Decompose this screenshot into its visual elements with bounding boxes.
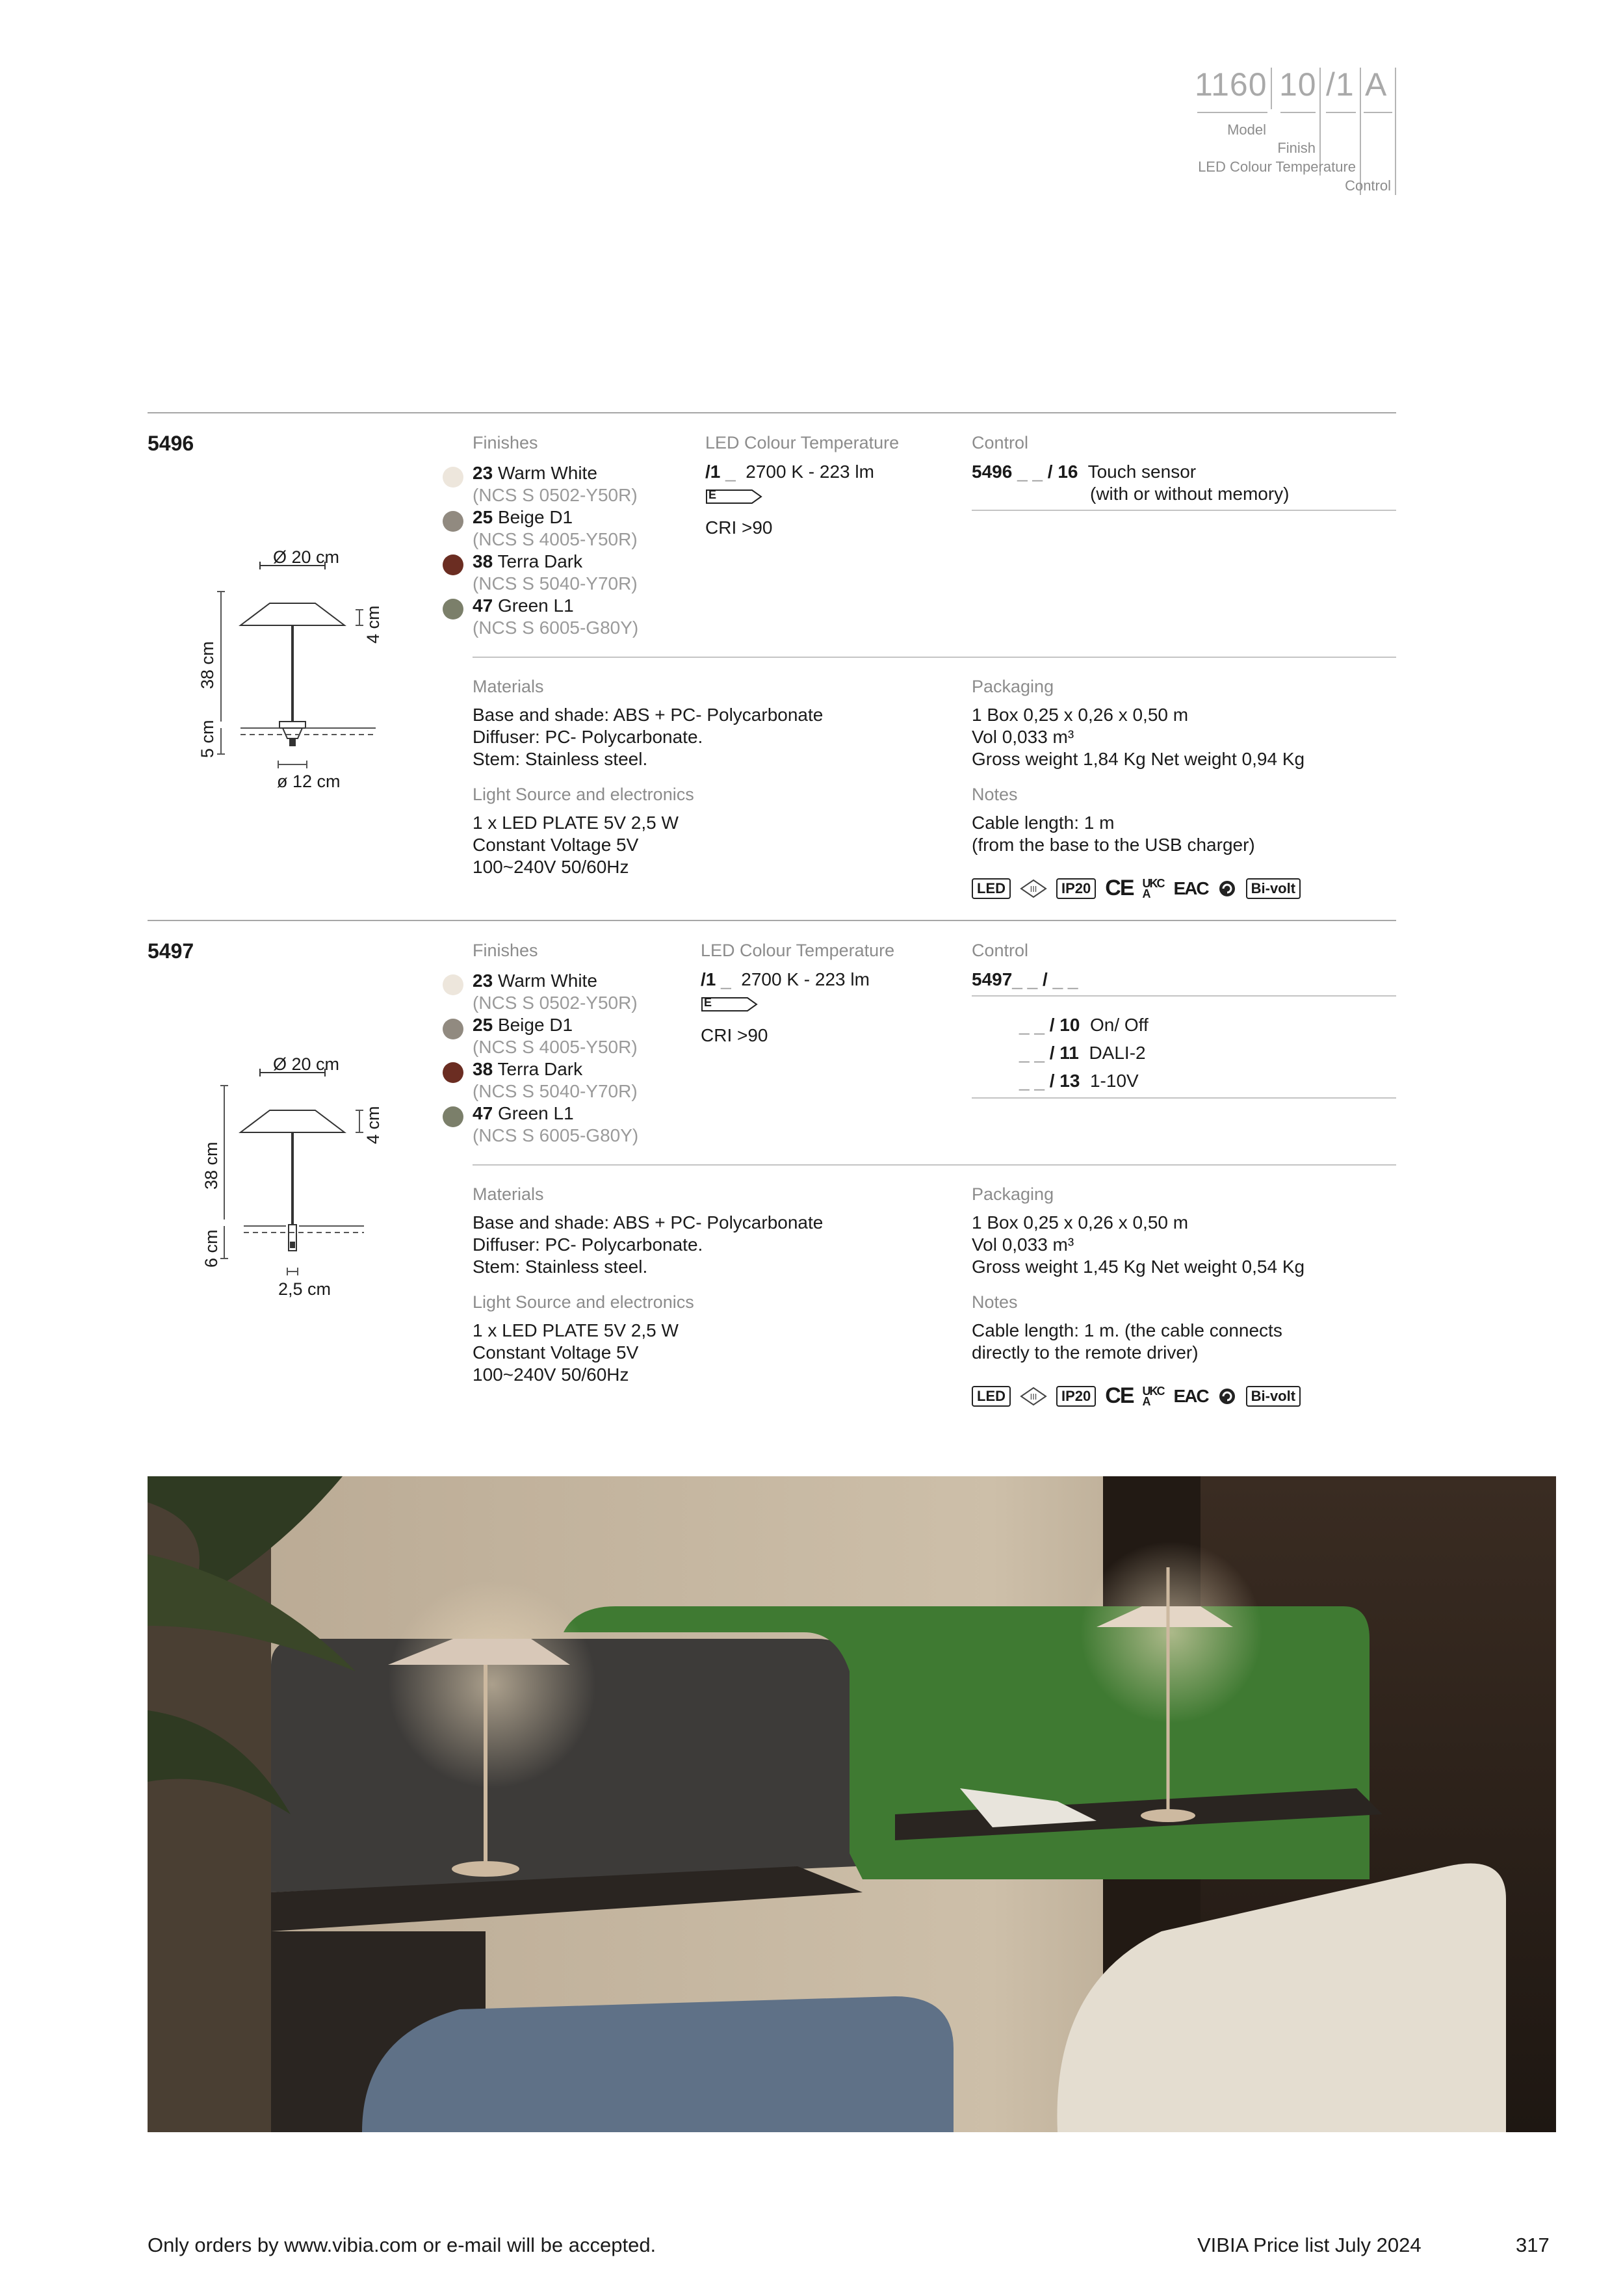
ce-mark: CE [1105, 1383, 1134, 1408]
notes-heading: Notes [972, 1292, 1018, 1312]
materials-line: Base and shade: ABS + PC- Polycarbonate [473, 705, 824, 725]
section-rule [473, 1164, 1396, 1166]
class-iii-icon [1020, 879, 1047, 898]
finish-item: 38 Terra Dark [473, 551, 583, 571]
light-line: 100~240V 50/60Hz [473, 1364, 629, 1385]
packaging-list [972, 1212, 1305, 1278]
light-line: 1 x LED PLATE 5V 2,5 W [473, 1320, 679, 1340]
footer-order-note: Only orders by www.vibia.com or e-mail will be accepted. [148, 2234, 656, 2256]
packaging-line: 1 Box 0,25 x 0,26 x 0,50 m [972, 1212, 1189, 1233]
notes-line: directly to the remote driver) [972, 1342, 1199, 1363]
legend-underline [1197, 112, 1267, 113]
led-mark: LED [972, 878, 1011, 899]
finish-item: 47 Green L1 [473, 595, 574, 616]
recycle-icon [1217, 879, 1237, 898]
led-spec: /1 _ 2700 K - 223 lm [705, 462, 874, 482]
led-heading: LED Colour Temperature [705, 433, 900, 452]
finish-item: 47 Green L1 [473, 1103, 574, 1123]
light-line: Constant Voltage 5V [473, 1342, 639, 1363]
finish-swatch [443, 467, 463, 488]
led-spec: /1 _ 2700 K - 223 lm [701, 969, 870, 989]
finish-item: 25 Beige D1 [473, 1015, 573, 1035]
finish-swatch [443, 1019, 463, 1039]
legend-code-control: A [1365, 66, 1388, 103]
eac-mark: EAC [1173, 878, 1208, 898]
section-rule [148, 412, 1396, 413]
legend-divider [1271, 68, 1272, 109]
dimension-shade: 4 cm [363, 1106, 383, 1144]
legend-label-model: Model [1227, 122, 1266, 138]
led-heading: LED Colour Temperature [701, 941, 895, 960]
legend-divider [1360, 68, 1361, 195]
packaging-list [972, 704, 1305, 770]
materials-line: Base and shade: ABS + PC- Polycarbonate [473, 1212, 824, 1233]
certification-icons [972, 1383, 1301, 1409]
control-option: 5496 _ _ / 16 Touch sensor [972, 462, 1197, 482]
materials-heading: Materials [473, 1184, 544, 1204]
light-list [473, 1320, 679, 1386]
dimension-height: 38 cm [198, 641, 217, 689]
legend-underline [1280, 112, 1316, 113]
finish-list [473, 462, 638, 639]
finish-item: 25 Beige D1 [473, 507, 573, 527]
notes-line: Cable length: 1 m [972, 813, 1115, 833]
model-number: 5496 [148, 432, 194, 455]
dimension-base: 6 cm [201, 1229, 221, 1268]
materials-heading: Materials [473, 677, 544, 696]
finish-swatch [443, 974, 463, 995]
bivolt-mark: Bi-volt [1246, 878, 1301, 899]
finish-ncs: (NCS S 6005-G80Y) [473, 618, 639, 638]
light-list [473, 812, 679, 878]
control-option: _ _ / 13 1-10V [1019, 1071, 1139, 1091]
legend-underline [1326, 112, 1356, 113]
legend-code-led: /1 [1326, 66, 1355, 103]
finish-swatch [443, 554, 463, 575]
finish-swatch [443, 1062, 463, 1083]
packaging-heading: Packaging [972, 1184, 1054, 1204]
model-number: 5497 [148, 939, 194, 963]
svg-text:III: III [1030, 1391, 1037, 1402]
dimension-shade: 4 cm [363, 605, 383, 644]
notes-list [972, 1320, 1282, 1364]
legend-code-finish: 10 [1279, 66, 1317, 103]
dimension-width: Ø 20 cm [273, 1054, 340, 1074]
eac-mark: EAC [1173, 1385, 1208, 1406]
finish-ncs: (NCS S 4005-Y50R) [473, 1037, 638, 1057]
light-heading: Light Source and electronics [473, 1292, 694, 1312]
ukca-mark: UKCA [1142, 1384, 1164, 1408]
materials-line: Stem: Stainless steel. [473, 1257, 648, 1277]
ukca-mark: UKCA [1142, 876, 1164, 900]
packaging-line: Vol 0,033 m³ [972, 1234, 1074, 1255]
finish-swatch [443, 1106, 463, 1127]
control-heading: Control [972, 433, 1029, 452]
packaging-line: Gross weight 1,45 Kg Net weight 0,54 Kg [972, 1257, 1305, 1277]
legend-underline [1364, 112, 1392, 113]
materials-list [473, 1212, 823, 1278]
notes-list [972, 812, 1255, 856]
control-option: _ _ / 10 On/ Off [1019, 1015, 1149, 1035]
notes-line: Cable length: 1 m. (the cable connects [972, 1320, 1282, 1340]
dimension-base-diameter: 2,5 cm [278, 1279, 331, 1299]
finish-ncs: (NCS S 0502-Y50R) [473, 993, 638, 1013]
light-line: 100~240V 50/60Hz [473, 857, 629, 877]
bivolt-mark: Bi-volt [1246, 1386, 1301, 1407]
ip20-mark: IP20 [1056, 1386, 1096, 1407]
finishes-heading: Finishes [473, 433, 538, 452]
legend-label-led: LED Colour Temperature [1198, 159, 1356, 175]
ip20-mark: IP20 [1056, 878, 1096, 899]
cri-value: CRI >90 [705, 517, 773, 538]
finish-swatch [443, 511, 463, 532]
energy-class-letter: E [708, 488, 717, 501]
dimension-base-diameter: ø 12 cm [277, 772, 341, 791]
finish-item: 23 Warm White [473, 463, 597, 483]
materials-list [473, 704, 823, 770]
lamp-drawing-5496 [195, 546, 390, 793]
legend-code-model: 1160 [1195, 66, 1267, 103]
finish-ncs: (NCS S 0502-Y50R) [473, 485, 638, 505]
page-number: 317 [1516, 2234, 1550, 2256]
energy-class-letter: E [704, 996, 712, 1009]
control-option: _ _ / 11 DALI-2 [1019, 1043, 1146, 1063]
dimension-height: 38 cm [201, 1141, 221, 1190]
lamp-drawing-5497 [195, 1053, 390, 1300]
finish-ncs: (NCS S 5040-Y70R) [473, 1081, 638, 1101]
notes-line: (from the base to the USB charger) [972, 835, 1255, 855]
finish-ncs: (NCS S 6005-G80Y) [473, 1125, 639, 1145]
materials-line: Diffuser: PC- Polycarbonate. [473, 1234, 703, 1255]
materials-line: Stem: Stainless steel. [473, 749, 648, 769]
finishes-heading: Finishes [473, 941, 538, 960]
cri-value: CRI >90 [701, 1025, 768, 1045]
footer-brand: VIBIA Price list July 2024 [1197, 2234, 1422, 2256]
finish-ncs: (NCS S 4005-Y50R) [473, 529, 638, 549]
legend-label-control: Control [1345, 177, 1391, 194]
control-option-note: (with or without memory) [1090, 484, 1290, 504]
control-code-template: 5497_ _ / _ _ [972, 969, 1078, 989]
finish-ncs: (NCS S 5040-Y70R) [473, 573, 638, 594]
code-legend [1183, 65, 1397, 202]
control-heading: Control [972, 941, 1029, 960]
notes-heading: Notes [972, 785, 1018, 804]
recycle-icon [1217, 1387, 1237, 1406]
ce-mark: CE [1105, 876, 1134, 900]
svg-text:III: III [1030, 883, 1037, 894]
finish-list [473, 970, 638, 1147]
control-rule [972, 995, 1396, 997]
light-heading: Light Source and electronics [473, 785, 694, 804]
legend-divider [1395, 68, 1396, 195]
legend-label-finish: Finish [1277, 140, 1316, 156]
materials-line: Diffuser: PC- Polycarbonate. [473, 727, 703, 747]
packaging-line: Gross weight 1,84 Kg Net weight 0,94 Kg [972, 749, 1305, 769]
control-rule [972, 510, 1396, 511]
finish-swatch [443, 599, 463, 620]
class-iii-icon [1020, 1387, 1047, 1406]
led-mark: LED [972, 1386, 1011, 1407]
finish-item: 38 Terra Dark [473, 1059, 583, 1079]
light-line: 1 x LED PLATE 5V 2,5 W [473, 813, 679, 833]
packaging-heading: Packaging [972, 677, 1054, 696]
certification-icons [972, 876, 1301, 901]
control-rule [972, 1097, 1396, 1099]
light-line: Constant Voltage 5V [473, 835, 639, 855]
section-rule [148, 920, 1396, 921]
dimension-base: 5 cm [198, 720, 217, 758]
packaging-line: 1 Box 0,25 x 0,26 x 0,50 m [972, 705, 1189, 725]
packaging-line: Vol 0,033 m³ [972, 727, 1074, 747]
section-rule [473, 657, 1396, 658]
product-photo [148, 1476, 1556, 2132]
finish-item: 23 Warm White [473, 971, 597, 991]
ambience-scene [148, 1476, 1556, 2132]
dimension-width: Ø 20 cm [273, 547, 340, 567]
